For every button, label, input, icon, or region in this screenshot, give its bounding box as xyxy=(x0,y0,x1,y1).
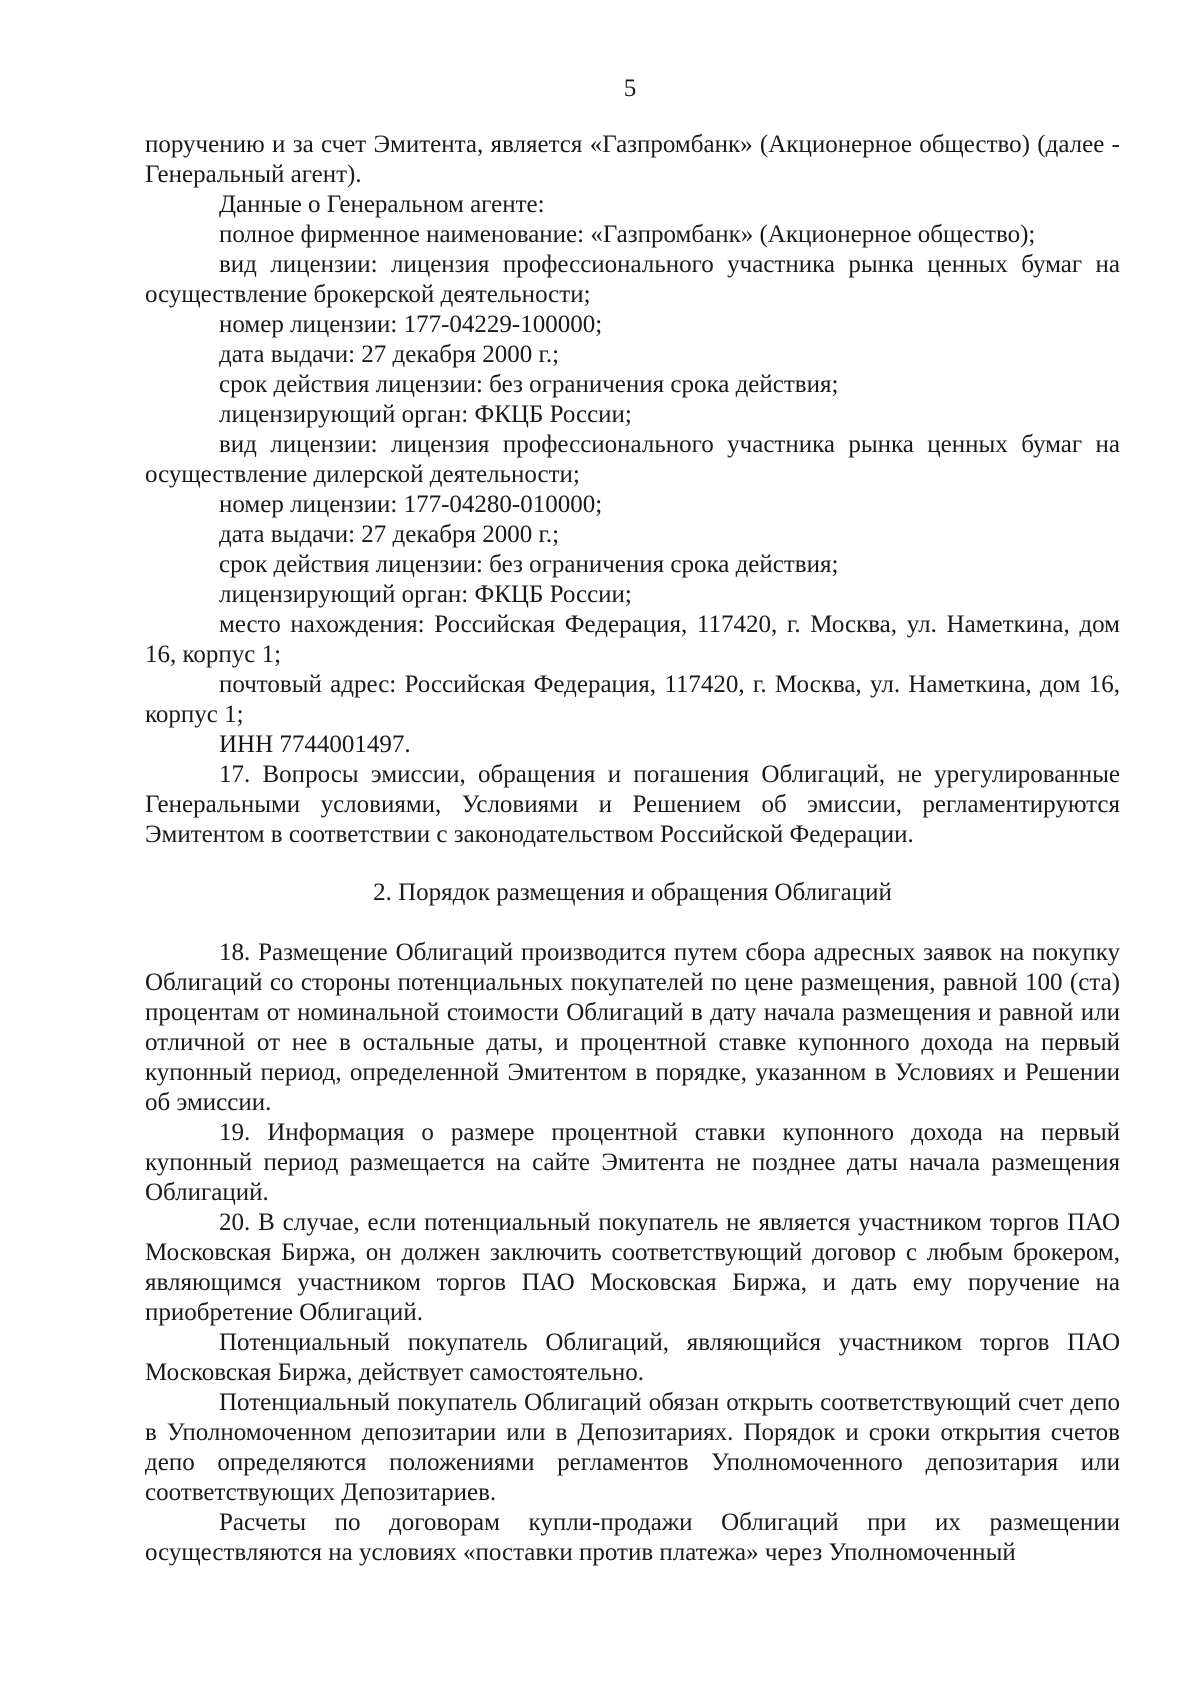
section-heading: 2. Порядок размещения и обращения Облигаций xyxy=(373,879,892,906)
paragraph: Потенциальный покупатель Облигаций обязан открыть соответствующий счет депо в Уполномоченном депозитарии или в Депозитариях. Порядок и сроки открытия счетов депо определяются положениями регламентов Уполномоченного депозитария или соответствующих Депозитариев. xyxy=(145,1389,1120,1506)
paragraph: место нахождения: Российская Федерация, 117420, г. Москва, ул. Наметкина, дом 16, корпус 1; xyxy=(145,611,1120,668)
paragraph: дата выдачи: 27 декабря 2000 г.; xyxy=(219,521,560,548)
paragraph: Расчеты по договорам купли-продажи Облигаций при их размещении осуществляются на условиях «поставки против платежа» через Уполномоченный xyxy=(145,1509,1120,1566)
paragraph: 19. Информация о размере процентной ставки купонного дохода на первый купонный период размещается на сайте Эмитента не позднее даты начала размещения Облигаций. xyxy=(145,1119,1120,1206)
paragraph: вид лицензии: лицензия профессионального участника рынка ценных бумаг на осуществление брокерской деятельности; xyxy=(145,251,1120,308)
paragraph: дата выдачи: 27 декабря 2000 г.; xyxy=(219,341,560,368)
paragraph: полное фирменное наименование: «Газпромбанк» (Акционерное общество); xyxy=(219,221,1036,248)
paragraph: лицензирующий орган: ФКЦБ России; xyxy=(219,401,632,428)
paragraph: Потенциальный покупатель Облигаций, являющийся участником торгов ПАО Московская Биржа, действует самостоятельно. xyxy=(145,1329,1120,1386)
paragraph: 18. Размещение Облигаций производится путем сбора адресных заявок на покупку Облигаций со стороны потенциальных покупателей по цене размещения, равной 100 (ста) процентам от номинальной стоимости Облигаций в дату начала размещения и равной или отличной от нее в остальные даты, и процентной ставке купонного дохода на первый купонный период, определенной Эмитентом в порядке, указанном в Условиях и Решении об эмиссии. xyxy=(145,939,1120,1116)
paragraph: 17. Вопросы эмиссии, обращения и погашения Облигаций, не урегулированные Генеральными условиями, Условиями и Решением об эмиссии, регламентируются Эмитентом в соответствии с законодательством Российской Федерации. xyxy=(145,761,1120,848)
paragraph: вид лицензии: лицензия профессионального участника рынка ценных бумаг на осуществление дилерской деятельности; xyxy=(145,431,1120,488)
paragraph: поручению и за счет Эмитента, является «Газпромбанк» (Акционерное общество) (далее - Генеральный агент). xyxy=(145,131,1120,188)
paragraph: Данные о Генеральном агенте: xyxy=(219,191,545,218)
paragraph: 20. В случае, если потенциальный покупатель не является участником торгов ПАО Московская Биржа, он должен заключить соответствующий договор с любым брокером, являющимся участником торгов ПАО Московская Биржа, и дать ему поручение на приобретение Облигаций. xyxy=(145,1209,1120,1326)
paragraph: номер лицензии: 177-04280-010000; xyxy=(219,491,603,518)
paragraph: срок действия лицензии: без ограничения срока действия; xyxy=(219,551,839,578)
page-number: 5 xyxy=(623,75,637,102)
document-body xyxy=(145,130,1120,1568)
paragraph: ИНН 7744001497. xyxy=(219,731,411,758)
paragraph: срок действия лицензии: без ограничения срока действия; xyxy=(219,371,839,398)
paragraph: почтовый адрес: Российская Федерация, 117420, г. Москва, ул. Наметкина, дом 16, корпус 1; xyxy=(145,671,1120,728)
paragraph: лицензирующий орган: ФКЦБ России; xyxy=(219,581,632,608)
paragraph: номер лицензии: 177-04229-100000; xyxy=(219,311,603,338)
